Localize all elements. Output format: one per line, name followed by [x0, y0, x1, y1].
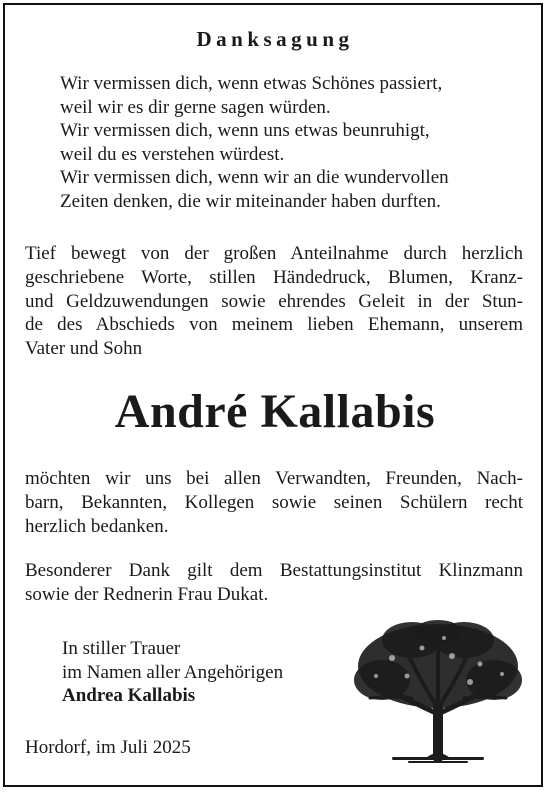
- place-date: Hordorf, im Juli 2025: [25, 737, 191, 758]
- notice-heading: Danksagung: [196, 27, 354, 51]
- paragraph-line: Tief bewegt von der großen Anteilnahme durch herzlich: [25, 243, 523, 264]
- memorial-poem: [60, 72, 520, 214]
- poem-line: weil du es verstehen würdest.: [60, 143, 285, 165]
- paragraph-line: Vater und Sohn: [25, 338, 143, 360]
- paragraph-line: und Geldzuwendungen sowie ehrendes Geleit in der Stun-: [25, 290, 523, 312]
- paragraph-line: Besonderer Dank gilt dem Bestattungsinstitut Klinzmann: [25, 560, 523, 581]
- signature-line: im Namen aller Angehörigen: [62, 661, 284, 683]
- poem-line: Wir vermissen dich, wenn etwas Schönes passiert,: [60, 73, 443, 94]
- poem-line: weil wir es dir gerne sagen würden.: [60, 96, 331, 118]
- paragraph-line: möchten wir uns bei allen Verwandten, Freunden, Nach-: [25, 468, 523, 489]
- tree-icon: [352, 618, 524, 768]
- poem-line: Wir vermissen dich, wenn uns etwas beunruhigt,: [60, 120, 430, 142]
- poem-line: Zeiten denken, die wir miteinander haben durften.: [60, 190, 441, 212]
- paragraph-line: herzlich bedanken.: [25, 515, 169, 537]
- paragraph-line: barn, Bekannten, Kollegen sowie seinen Schülern recht: [25, 491, 523, 513]
- paragraph-line: geschriebene Worte, stillen Händedruck, Blumen, Kranz-: [25, 266, 523, 288]
- deceased-name: André Kallabis: [114, 385, 436, 438]
- special-thanks-paragraph: [25, 559, 523, 607]
- signature-block: [62, 637, 283, 708]
- thanks-paragraph: [25, 467, 523, 538]
- poem-line: Wir vermissen dich, wenn wir an die wundervollen: [60, 167, 449, 189]
- gratitude-paragraph: [25, 242, 523, 361]
- paragraph-line: sowie der Rednerin Frau Dukat.: [25, 583, 269, 605]
- signer-name: Andrea Kallabis: [62, 685, 196, 707]
- paragraph-line: de des Abschieds von meinem lieben Ehemann, unserem: [25, 314, 523, 336]
- signature-line: In stiller Trauer: [62, 638, 181, 659]
